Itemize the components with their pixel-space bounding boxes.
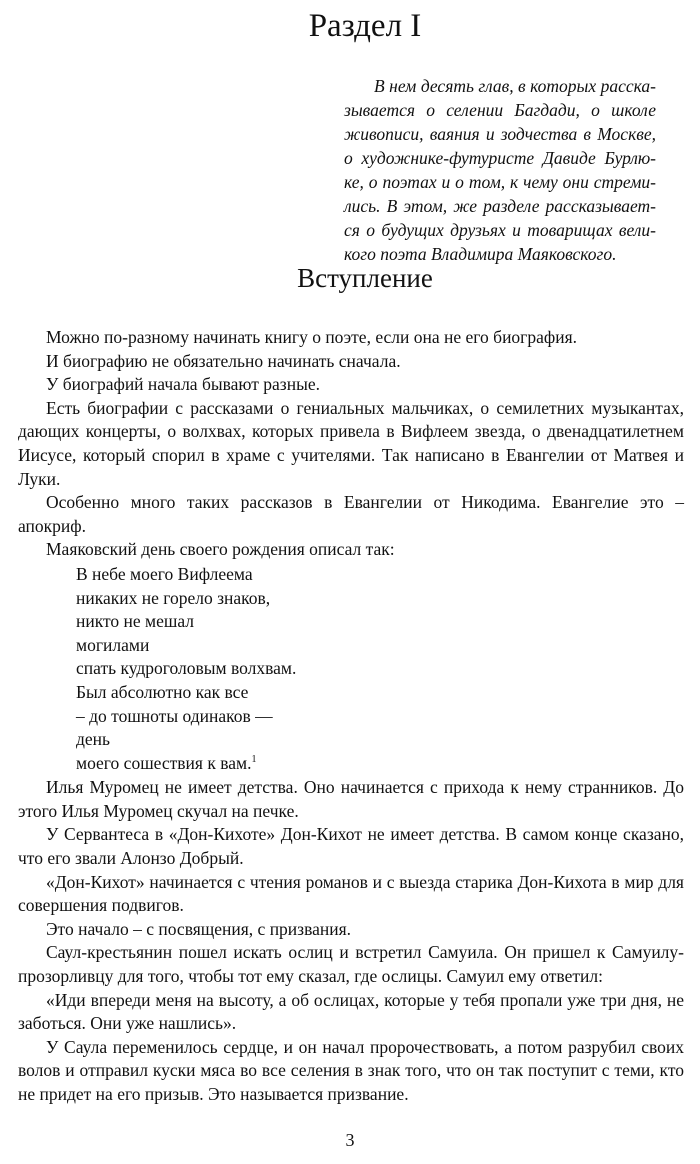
section-title: Раздел I [308,8,422,44]
chapter-title: Вступление [297,263,433,293]
poem-line: могилами [76,634,150,655]
poem-line: спать кудроголовым волхвам. [76,658,297,679]
poem-line-last [76,752,684,776]
paragraph: Это начало – с посвящения, с призвания. [46,918,352,939]
paragraph: Есть биографии с рассказами о гениальных мальчиках, о семилетних музыкантах, дающих концерты, о волхвах, которых привела в Вифлеем звезда, о двенадцатилетнем Иисусе, который спорил в храме с учителями. Так написано в Евангелии от Матвея и Луки. [18,397,684,489]
poem-quote [76,563,684,775]
paragraph: У биографий начала бывают разные. [46,374,320,395]
poem-line: Был абсолютно как все [76,681,249,702]
epigraph-line: зывается о селении Багдади, о школе [344,100,656,120]
epigraph-line: кого поэта Владимира Маяковского. [344,244,617,264]
paragraph: И биографию не обязательно начинать сначала. [46,350,401,371]
paragraph: Маяковский день своего рождения описал так: [46,539,395,560]
paragraph: У Саула переменилось сердце, и он начал пророчествовать, а потом разрубил своих волов и отправил куски мяса во все селения в знак того, что он так поступит с теми, кто не придет на его призыв. Это называется призвание. [18,1036,684,1104]
paragraph: «Дон-Кихот» начинается с чтения романов и с выезда старика Дон-Кихота в мир для совершения подвигов. [18,871,684,916]
body-text [18,326,684,1107]
epigraph-line: лись. В этом, же разделе рассказывает- [344,196,656,216]
paragraph: Можно по-разному начинать книгу о поэте, если она не его биография. [46,327,578,347]
epigraph [344,74,656,266]
poem-line-text: моего сошествия к вам. [76,752,252,773]
epigraph-line: о художнике-футуристе Давиде Бурлю- [344,148,656,168]
epigraph-line: ся о будущих друзьях и товарищах вели- [344,220,656,240]
poem-line: никаких не горело знаков, [76,587,271,608]
page-number: 3 [345,1130,355,1150]
poem-line: никто не мешал [76,611,195,632]
paragraph: У Сервантеса в «Дон-Кихоте» Дон-Кихот не имеет детства. В самом конце сказано, что его звали Алонзо Добрый. [18,824,684,869]
poem-line: день [76,729,111,750]
footnote-mark: 1 [251,753,257,765]
epigraph-line: В нем десять глав, в которых расска- [374,76,656,96]
paragraph: «Иди впереди меня на высоту, а об ослицах, которые у тебя пропали уже три дня, не заботься. Они уже нашлись». [18,989,684,1034]
poem-line: – до тошноты одинаков — [76,705,273,726]
poem-line: В небе моего Вифлеема [76,563,253,584]
paragraph: Илья Муромец не имеет детства. Оно начинается с прихода к нему странников. До этого Илья Муромец скучал на печке. [18,777,684,821]
paragraph: Особенно много таких рассказов в Евангелии от Никодима. Евангелие это – апокриф. [18,492,684,536]
epigraph-line: живописи, ваяния и зодчества в Москве, [344,124,656,144]
paragraph: Саул-крестьянин пошел искать ослиц и встретил Самуила. Он пришел к Самуилу-прозорливцу для того, чтобы тот ему сказал, где ослицы. Самуил ему ответил: [18,942,684,987]
epigraph-line: ке, о поэтах и о том, к чему они стреми- [344,172,656,192]
